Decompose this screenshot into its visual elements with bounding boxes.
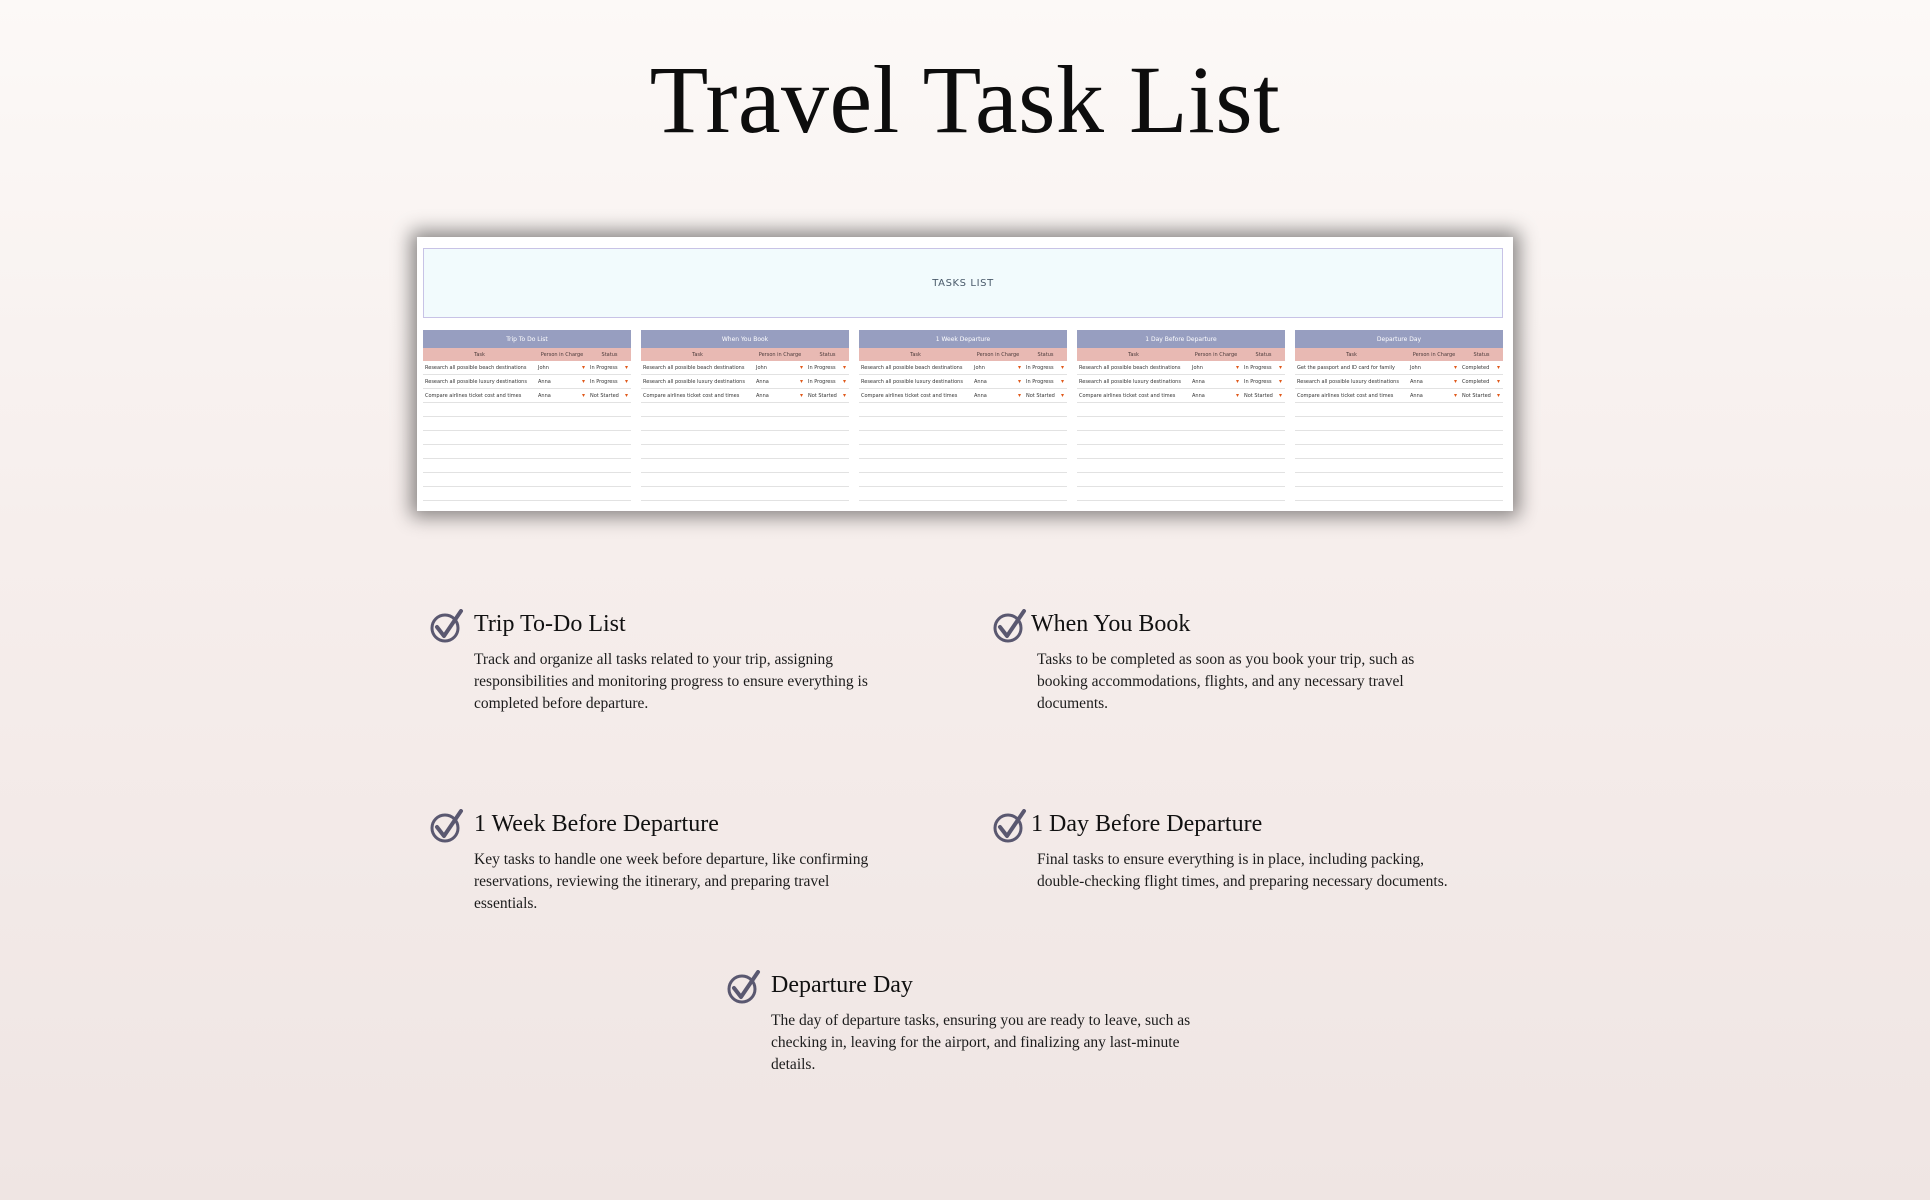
- table-row: [859, 445, 1067, 459]
- table-row: [1295, 375, 1503, 389]
- sheet-table-header: [423, 348, 631, 361]
- table-row: [641, 361, 849, 375]
- table-row: [1077, 431, 1285, 445]
- table-row: [1295, 473, 1503, 487]
- column-header: Person in Charge: [758, 351, 802, 358]
- table-row: [859, 361, 1067, 375]
- table-row: [423, 501, 631, 511]
- column-header: Person in Charge: [976, 351, 1020, 358]
- table-row: [859, 389, 1067, 403]
- table-row: [1077, 389, 1285, 403]
- feature-title: Departure Day: [771, 972, 913, 998]
- table-row: [1295, 487, 1503, 501]
- table-row: [641, 445, 849, 459]
- person-dropdown[interactable]: John ▾: [754, 365, 806, 371]
- check-circle-icon: [993, 809, 1027, 843]
- person-dropdown[interactable]: Anna ▾: [754, 393, 806, 399]
- sheet-table: [641, 330, 849, 511]
- task-cell: Research all possible luxury destinations: [861, 378, 963, 385]
- table-row: [641, 487, 849, 501]
- table-row: [641, 403, 849, 417]
- status-dropdown[interactable]: Not Started ▾: [1024, 393, 1067, 399]
- table-row: [641, 501, 849, 511]
- task-cell: Research all possible luxury destinations: [1079, 378, 1181, 385]
- person-dropdown[interactable]: John ▾: [1190, 365, 1242, 371]
- task-cell: Research all possible luxury destinations: [425, 378, 527, 385]
- status-dropdown[interactable]: In Progress ▾: [588, 379, 631, 385]
- sheet-table: [423, 330, 631, 511]
- sheet-banner: TASKS LIST: [423, 248, 1503, 318]
- column-header: Status: [1037, 351, 1054, 358]
- table-row: [641, 473, 849, 487]
- sheet-table: [1295, 330, 1503, 511]
- status-dropdown[interactable]: In Progress ▾: [1024, 365, 1067, 371]
- table-row: [1295, 459, 1503, 473]
- table-row: [641, 389, 849, 403]
- table-row: [1077, 501, 1285, 511]
- feature-title: 1 Day Before Departure: [1031, 811, 1263, 837]
- table-row: [423, 473, 631, 487]
- table-row: [859, 417, 1067, 431]
- column-header: Task: [692, 351, 703, 358]
- sheet-table-title: Trip To Do List: [423, 330, 631, 348]
- column-header: Person in Charge: [540, 351, 584, 358]
- check-circle-icon: [993, 609, 1027, 643]
- check-circle-icon: [430, 809, 464, 843]
- table-row: [641, 459, 849, 473]
- task-cell: Compare airlines ticket cost and times: [643, 392, 740, 399]
- person-dropdown[interactable]: John ▾: [1408, 365, 1460, 371]
- table-row: [423, 459, 631, 473]
- feature-title: When You Book: [1031, 611, 1191, 637]
- person-dropdown[interactable]: Anna ▾: [754, 379, 806, 385]
- person-dropdown[interactable]: Anna ▾: [536, 379, 588, 385]
- person-dropdown[interactable]: Anna ▾: [1190, 379, 1242, 385]
- table-row: [859, 501, 1067, 511]
- column-header: Task: [1346, 351, 1357, 358]
- status-dropdown[interactable]: Not Started ▾: [588, 393, 631, 399]
- table-row: [423, 445, 631, 459]
- table-row: [423, 403, 631, 417]
- table-row: [1295, 431, 1503, 445]
- status-dropdown[interactable]: Completed ▾: [1460, 365, 1503, 371]
- column-header: Task: [910, 351, 921, 358]
- feature-description: The day of departure tasks, ensuring you are ready to leave, such as checking in, leaving for the airport, and finalizing any last-minute details.: [771, 1012, 1191, 1073]
- table-row: [859, 403, 1067, 417]
- sheet-table-title: When You Book: [641, 330, 849, 348]
- table-row: [1295, 389, 1503, 403]
- task-cell: Research all possible beach destinations: [861, 364, 963, 371]
- table-row: [423, 417, 631, 431]
- page-title: Travel Task List: [649, 46, 1281, 153]
- column-header: Person in Charge: [1194, 351, 1238, 358]
- status-dropdown[interactable]: In Progress ▾: [1242, 365, 1285, 371]
- table-row: [641, 431, 849, 445]
- column-header: Task: [474, 351, 485, 358]
- table-row: [641, 375, 849, 389]
- sheet-table-title: 1 Day Before Departure: [1077, 330, 1285, 348]
- sheet-table-header: [1295, 348, 1503, 361]
- spreadsheet-preview: [417, 237, 1513, 511]
- column-header: Task: [1128, 351, 1139, 358]
- table-row: [1077, 473, 1285, 487]
- column-header: Person in Charge: [1412, 351, 1456, 358]
- table-row: [423, 487, 631, 501]
- table-row: [1077, 417, 1285, 431]
- column-header: Status: [601, 351, 618, 358]
- table-row: [1077, 445, 1285, 459]
- task-cell: Compare airlines ticket cost and times: [1079, 392, 1176, 399]
- task-cell: Compare airlines ticket cost and times: [1297, 392, 1394, 399]
- status-dropdown[interactable]: In Progress ▾: [588, 365, 631, 371]
- table-row: [423, 361, 631, 375]
- check-circle-icon: [430, 609, 464, 643]
- sheet-tables: [423, 330, 1503, 511]
- task-cell: Research all possible luxury destinations: [643, 378, 745, 385]
- person-dropdown[interactable]: John ▾: [536, 365, 588, 371]
- person-dropdown[interactable]: Anna ▾: [536, 393, 588, 399]
- feature-description: Track and organize all tasks related to your trip, assigning responsibilities and monitoring progress to ensure everything is completed before departure.: [474, 651, 868, 712]
- task-cell: Research all possible luxury destinations: [1297, 378, 1399, 385]
- feature-description: Final tasks to ensure everything is in place, including packing, double-checking flight times, and preparing necessary documents.: [1037, 851, 1448, 890]
- feature-description: Key tasks to handle one week before departure, like confirming reservations, reviewing the itinerary, and preparing travel essentials.: [474, 851, 869, 912]
- column-header: Status: [1473, 351, 1490, 358]
- person-dropdown[interactable]: Anna ▾: [1408, 393, 1460, 399]
- table-row: [1295, 361, 1503, 375]
- sheet-table-header: [859, 348, 1067, 361]
- sheet-table-title: Departure Day: [1295, 330, 1503, 348]
- status-dropdown[interactable]: Not Started ▾: [1242, 393, 1285, 399]
- table-row: [859, 473, 1067, 487]
- table-row: [1077, 459, 1285, 473]
- table-row: [1295, 501, 1503, 511]
- sheet-table: [859, 330, 1067, 511]
- sheet-table-header: [1077, 348, 1285, 361]
- sheet-table: [1077, 330, 1285, 511]
- person-dropdown[interactable]: John ▾: [972, 365, 1024, 371]
- table-row: [859, 431, 1067, 445]
- table-row: [1295, 445, 1503, 459]
- feature-title: 1 Week Before Departure: [474, 811, 719, 837]
- status-dropdown[interactable]: In Progress ▾: [1024, 379, 1067, 385]
- table-row: [1077, 487, 1285, 501]
- status-dropdown[interactable]: In Progress ▾: [806, 365, 849, 371]
- table-row: [423, 431, 631, 445]
- table-row: [1295, 417, 1503, 431]
- table-row: [859, 459, 1067, 473]
- status-dropdown[interactable]: In Progress ▾: [806, 379, 849, 385]
- table-row: [1077, 361, 1285, 375]
- table-row: [859, 487, 1067, 501]
- check-circle-icon: [727, 970, 761, 1004]
- person-dropdown[interactable]: Anna ▾: [972, 393, 1024, 399]
- task-cell: Compare airlines ticket cost and times: [861, 392, 958, 399]
- status-dropdown[interactable]: Not Started ▾: [806, 393, 849, 399]
- status-dropdown[interactable]: Completed ▾: [1460, 379, 1503, 385]
- task-cell: Research all possible beach destinations: [1079, 364, 1181, 371]
- column-header: Status: [819, 351, 836, 358]
- table-row: [859, 375, 1067, 389]
- table-row: [423, 375, 631, 389]
- status-dropdown[interactable]: Not Started ▾: [1460, 393, 1503, 399]
- table-row: [1077, 375, 1285, 389]
- task-cell: Get the passport and ID card for family: [1297, 364, 1395, 371]
- status-dropdown[interactable]: In Progress ▾: [1242, 379, 1285, 385]
- sheet-table-title: 1 Week Departure: [859, 330, 1067, 348]
- person-dropdown[interactable]: Anna ▾: [1190, 393, 1242, 399]
- table-row: [1295, 403, 1503, 417]
- table-row: [641, 417, 849, 431]
- table-row: [423, 389, 631, 403]
- sheet-table-header: [641, 348, 849, 361]
- column-header: Status: [1255, 351, 1272, 358]
- person-dropdown[interactable]: Anna ▾: [972, 379, 1024, 385]
- task-cell: Research all possible beach destinations: [643, 364, 745, 371]
- task-cell: Research all possible beach destinations: [425, 364, 527, 371]
- feature-title: Trip To-Do List: [474, 611, 626, 637]
- feature-description: Tasks to be completed as soon as you book your trip, such as booking accommodations, flights, and any necessary travel documents.: [1037, 651, 1415, 712]
- task-cell: Compare airlines ticket cost and times: [425, 392, 522, 399]
- person-dropdown[interactable]: Anna ▾: [1408, 379, 1460, 385]
- table-row: [1077, 403, 1285, 417]
